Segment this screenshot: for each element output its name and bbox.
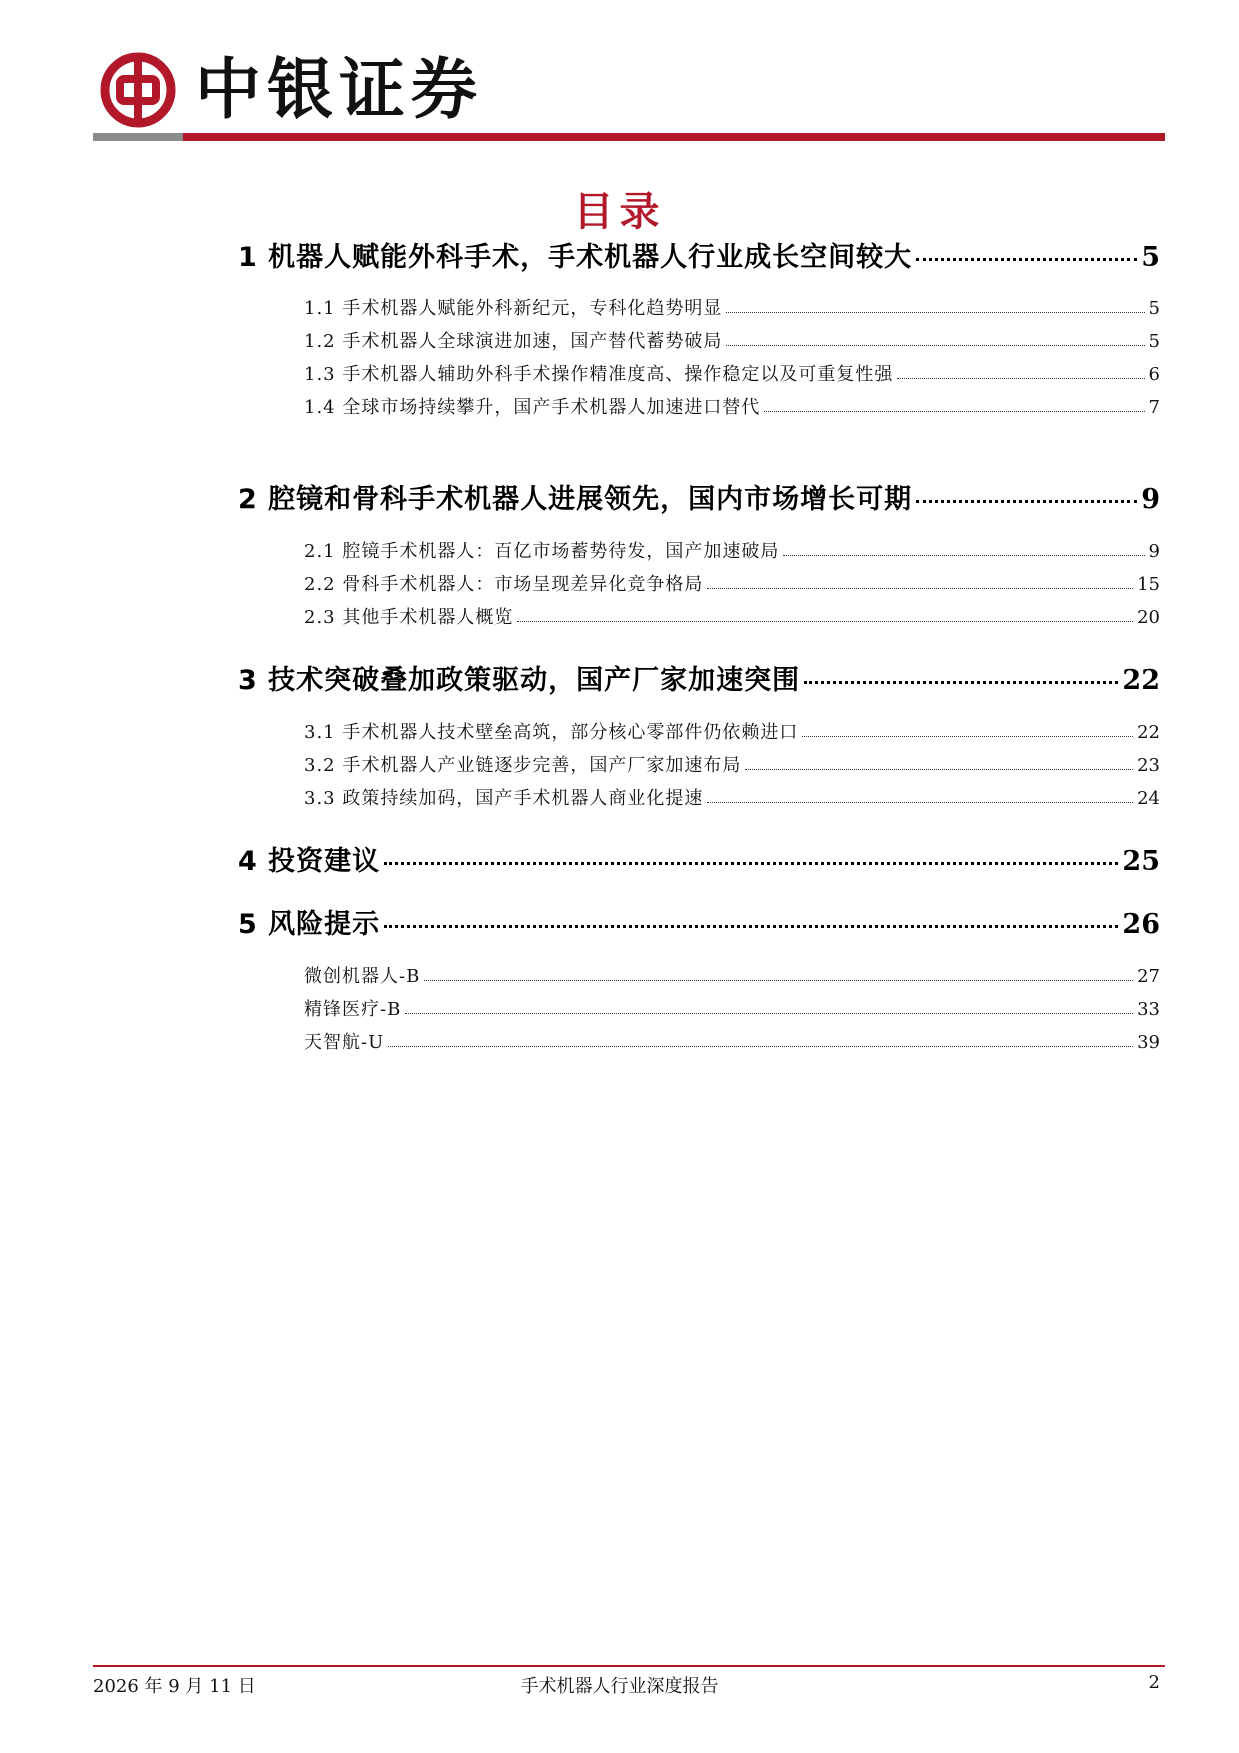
toc-entry[interactable] (304, 962, 1160, 986)
toc-entry-label: 3.3 政策持续加码，国产手术机器人商业化提速 (304, 788, 704, 809)
toc-entry-label: 1.4 全球市场持续攀升，国产手术机器人加速进口替代 (304, 397, 761, 418)
toc-entry-label: 1 机器人赋能外科手术，手术机器人行业成长空间较大 (238, 242, 913, 273)
bank-of-china-logo-icon (100, 52, 176, 128)
header-rule-gray (93, 133, 183, 141)
toc-entry-label: 3.1 手术机器人技术壁垒高筑，部分核心零部件仍依赖进口 (304, 722, 799, 743)
toc-entry[interactable] (238, 477, 1160, 515)
toc-entry-page: 22 (1137, 722, 1160, 743)
toc-entry-label: 2.1 腔镜手术机器人：百亿市场蓄势待发，国产加速破局 (304, 541, 780, 562)
toc-leader-dots (745, 768, 1133, 770)
toc-leader-dots (384, 924, 1118, 928)
toc-leader-dots (783, 554, 1144, 556)
toc-entry[interactable] (238, 658, 1160, 696)
toc-entry-label: 1.3 手术机器人辅助外科手术操作精准度高、操作稳定以及可重复性强 (304, 364, 894, 385)
header-rule-red (183, 133, 1165, 141)
toc-leader-dots (764, 410, 1144, 412)
toc-leader-dots (726, 311, 1144, 313)
toc-leader-dots (384, 861, 1118, 865)
toc-entry-label: 精锋医疗-B (304, 999, 402, 1020)
toc-entry-page: 9 (1148, 541, 1160, 562)
toc-entry-page: 39 (1137, 1032, 1160, 1053)
toc-entry-page: 5 (1148, 298, 1160, 319)
toc-entry-label: 天智航-U (304, 1032, 385, 1053)
toc-entry[interactable] (304, 537, 1160, 561)
toc-entry-page: 15 (1137, 574, 1160, 595)
toc-entry[interactable] (304, 718, 1160, 742)
toc-entry-label: 2.2 骨科手术机器人：市场呈现差异化竞争格局 (304, 574, 704, 595)
footer-rule (93, 1665, 1165, 1667)
toc-leader-dots (405, 1012, 1133, 1014)
brand-name: 中银证券 (195, 51, 483, 128)
toc-entry[interactable] (304, 570, 1160, 594)
toc-entry[interactable] (304, 360, 1160, 384)
toc-entry[interactable] (304, 393, 1160, 417)
toc-entry-page: 24 (1137, 788, 1160, 809)
toc-entry-page: 20 (1137, 607, 1160, 628)
toc-entry[interactable] (304, 1028, 1160, 1052)
toc-entry[interactable] (304, 784, 1160, 808)
toc-leader-dots (804, 680, 1118, 684)
toc-entry-page: 22 (1122, 665, 1160, 696)
toc-entry-label: 微创机器人-B (304, 966, 421, 987)
toc-entry-label: 1.2 手术机器人全球演进加速，国产替代蓄势破局 (304, 331, 723, 352)
toc-leader-dots (707, 801, 1133, 803)
toc-entry-page: 25 (1122, 846, 1160, 877)
toc-entry-page: 5 (1141, 242, 1160, 273)
toc-leader-dots (424, 979, 1133, 981)
toc-entry[interactable] (304, 327, 1160, 351)
page-header (0, 0, 1239, 150)
toc-entry-label: 3 技术突破叠加政策驱动，国产厂家加速突围 (238, 665, 801, 696)
toc-leader-dots (897, 377, 1144, 379)
toc-entry-label: 2 腔镜和骨科手术机器人进展领先，国内市场增长可期 (238, 484, 913, 515)
toc-leader-dots (388, 1045, 1133, 1047)
toc-entry[interactable] (304, 603, 1160, 627)
toc-entry[interactable] (238, 235, 1160, 273)
footer-report-title: 手术机器人行业深度报告 (520, 1676, 719, 1697)
toc-entry[interactable] (238, 902, 1160, 940)
footer-page-number: 2 (1148, 1672, 1160, 1693)
toc-entry-page: 23 (1137, 755, 1160, 776)
toc-entry-label: 4 投资建议 (238, 846, 381, 877)
toc-entry-page: 27 (1137, 966, 1160, 987)
toc-leader-dots (802, 735, 1133, 737)
toc-entry-label: 1.1 手术机器人赋能外科新纪元，专科化趋势明显 (304, 298, 723, 319)
toc-entry-label: 2.3 其他手术机器人概览 (304, 607, 514, 628)
toc-title: 目录 (573, 189, 666, 235)
toc-leader-dots (707, 587, 1133, 589)
toc-leader-dots (916, 499, 1137, 503)
toc-leader-dots (726, 344, 1144, 346)
toc-entry-page: 6 (1148, 364, 1160, 385)
toc-entry[interactable] (304, 294, 1160, 318)
toc-entry-label: 5 风险提示 (238, 909, 381, 940)
toc-entry[interactable] (238, 839, 1160, 877)
toc-leader-dots (517, 620, 1133, 622)
toc-entry-page: 7 (1148, 397, 1160, 418)
toc-entry-page: 33 (1137, 999, 1160, 1020)
toc-entry[interactable] (304, 995, 1160, 1019)
toc-entry-page: 9 (1141, 484, 1160, 515)
toc-entry-page: 5 (1148, 331, 1160, 352)
footer-date: 2026 年 9 月 11 日 (93, 1676, 256, 1697)
toc-entry[interactable] (304, 751, 1160, 775)
toc-entry-label: 3.2 手术机器人产业链逐步完善，国产厂家加速布局 (304, 755, 742, 776)
toc-leader-dots (916, 257, 1137, 261)
toc-entry-page: 26 (1122, 909, 1160, 940)
